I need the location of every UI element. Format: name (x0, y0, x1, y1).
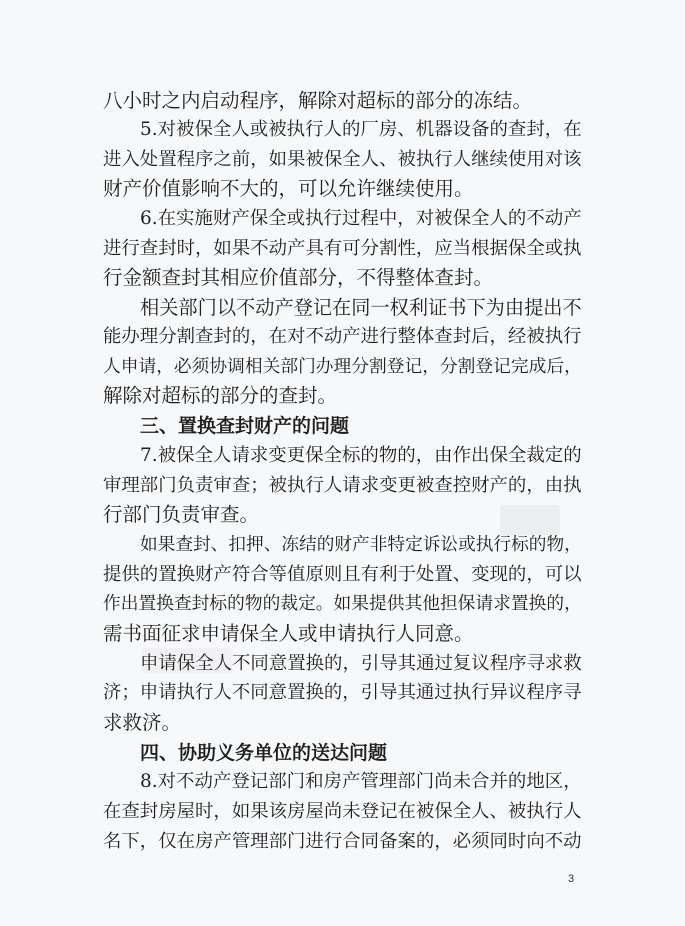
text-line: 济；申请执行人不同意置换的，引导其通过执行异议程序寻 (103, 682, 582, 703)
text-line: 行部门负责审查。 (103, 503, 260, 526)
text-line: 求救济。 (103, 711, 182, 734)
text-line: 提供的置换财产符合等值原则且有利于处置、变现的，可以 (103, 564, 582, 585)
text-line: 人申请，必须协调相关部门办理分割登记，分割登记完成后， (103, 357, 582, 377)
text-line: 6.在实施财产保全或执行过程中，对被保全人的不动产 (140, 208, 582, 229)
text-line: 7.被保全人请求变更保全标的物的，由作出保全裁定的 (140, 445, 582, 466)
text-line: 需书面征求申请保全人或申请执行人同意。 (103, 622, 474, 645)
text-line: 相关部门以不动产登记在同一权利证书下为由提出不 (140, 296, 582, 319)
text-line: 审理部门负责审查；被执行人请求变更被查控财产的，由执 (103, 475, 582, 496)
text-line: 5.对被保全人或被执行人的厂房、机器设备的查封，在 (140, 119, 582, 140)
text-line: 八小时之内启动程序，解除对超标的部分的冻结。 (103, 89, 533, 112)
text-line: 解除对超标的部分的查封。 (103, 384, 338, 407)
text-line: 申请保全人不同意置换的，引导其通过复议程序寻求救 (140, 653, 582, 674)
section-heading: 四、协助义务单位的送达问题 (140, 742, 388, 764)
text-line: 如果查封、扣押、冻结的财产非特定诉讼或执行标的物， (140, 535, 582, 555)
text-line: 名下，仅在房产管理部门进行合同备案的，必须同时向不动 (103, 831, 582, 852)
text-line: 行金额查封其相应价值部分，不得整体查封。 (103, 266, 494, 289)
text-line: 作出置换查封标的物的裁定。如果提供其他担保请求置换的， (103, 594, 582, 614)
section-heading: 三、置换查封财产的问题 (140, 415, 350, 437)
page-number: 3 (568, 873, 575, 885)
text-line: 财产价值影响不大的，可以允许继续使用。 (103, 177, 474, 200)
text-line: 进入处置程序之前，如果被保全人、被执行人继续使用对该 (103, 149, 582, 170)
text-line: 8.对不动产登记部门和房产管理部门尚未合并的地区， (140, 771, 582, 792)
text-line: 进行查封时，如果不动产具有可分割性，应当根据保全或执 (103, 238, 582, 259)
text-line: 能办理分割查封的，在对不动产进行整体查封后，经被执行 (103, 326, 582, 347)
text-line: 在查封房屋时，如果该房屋尚未登记在被保全人、被执行人 (103, 801, 582, 822)
